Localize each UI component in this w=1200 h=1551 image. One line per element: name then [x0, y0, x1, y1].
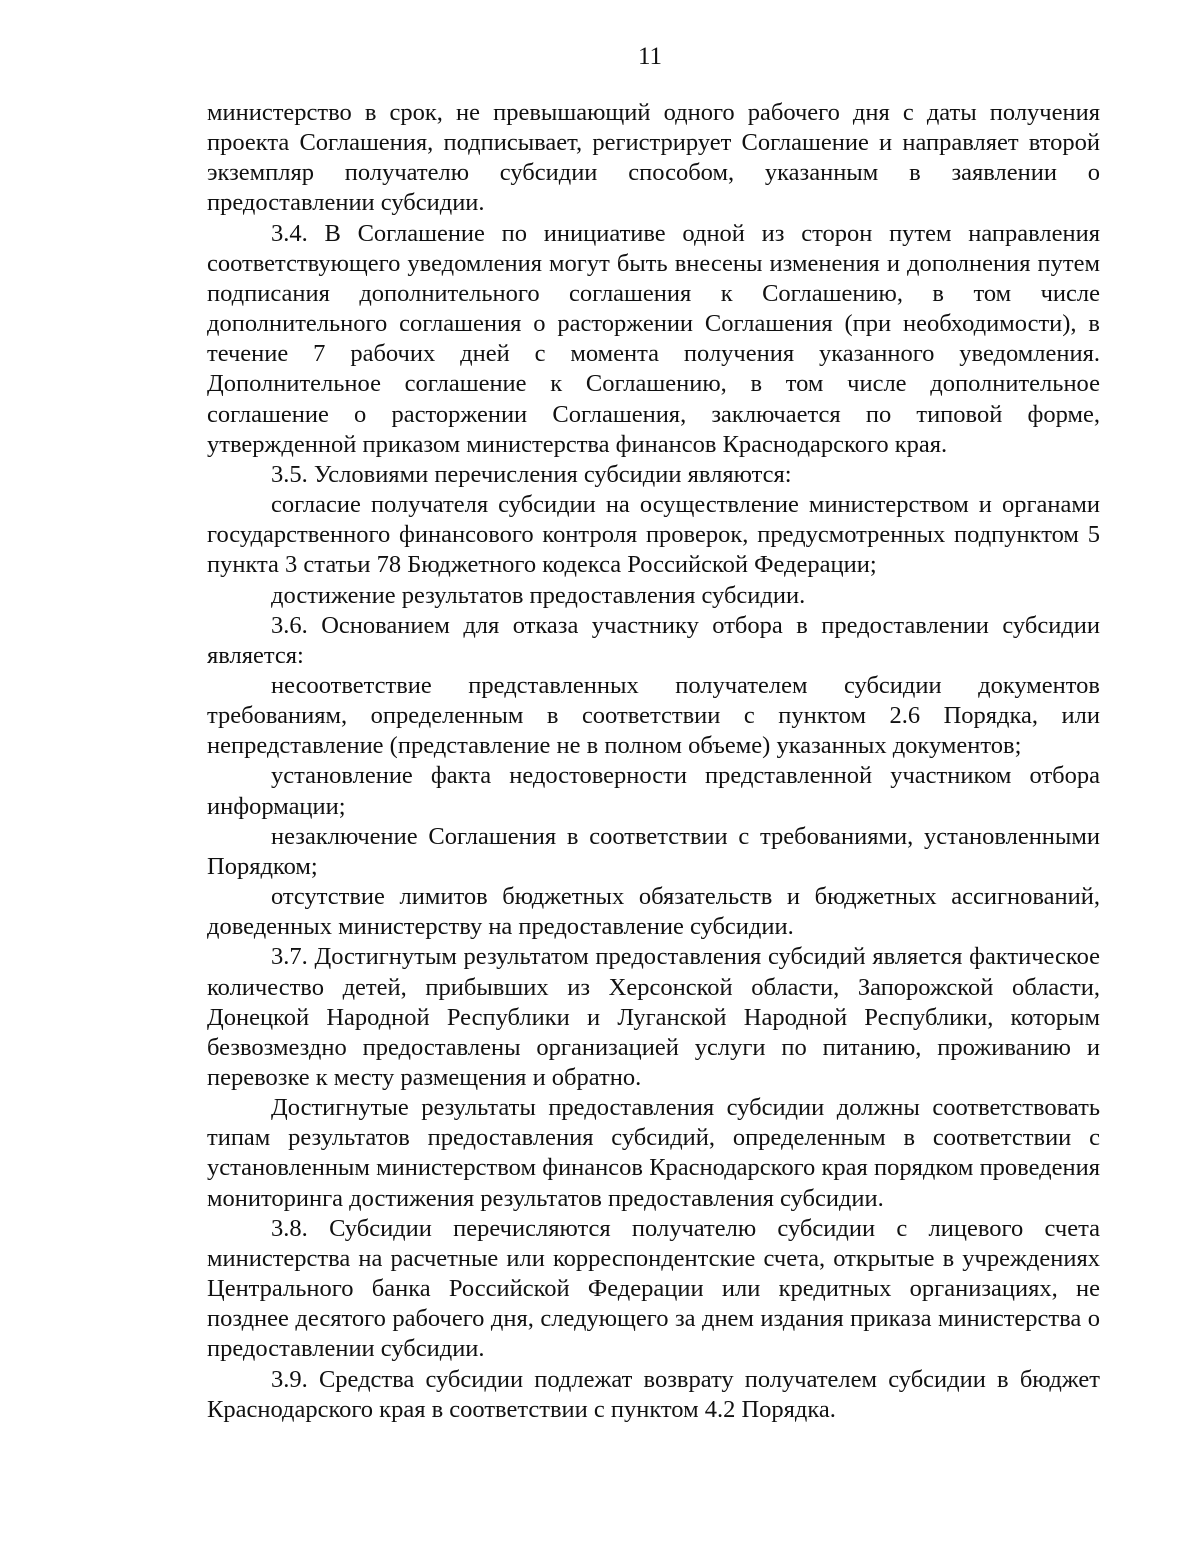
paragraph-3-5-condition-consent: согласие получателя субсидии на осуществление министерством и органами государственного финансового контроля проверок, предусмотренных подпунктом 5 пункта 3 статьи 78 Бюджетного кодекса Российской Федерации; — [207, 491, 1100, 579]
paragraph-3-5-condition-results: достижение результатов предоставления субсидии. — [271, 581, 806, 609]
document-body — [207, 98, 1100, 1425]
paragraph-continuation: министерство в срок, не превышающий одного рабочего дня с даты получения проекта Соглашения, подписывает, регистрирует Соглашение и направляет второй экземпляр получателю субсидии способом, указанным в заявлении о предоставлении субсидии. — [207, 99, 1100, 217]
paragraph-3-7-results: Достигнутые результаты предоставления субсидии должны соответствовать типам результатов предоставления субсидий, определенным в соответствии с установленным министерством финансов Краснодарского края порядком проведения мониторинга достижения результатов предоставления субсидии. — [207, 1094, 1100, 1212]
paragraph-3-9: 3.9. Средства субсидии подлежат возврату получателем субсидии в бюджет Краснодарского края в соответствии с пунктом 4.2 Порядка. — [207, 1365, 1100, 1423]
page-number: 11 — [637, 43, 663, 70]
paragraph-3-6-reason-unreliable: установление факта недостоверности представленной участником отбора информации; — [207, 762, 1100, 820]
paragraph-3-8: 3.8. Субсидии перечисляются получателю субсидии с лицевого счета министерства на расчетные или корреспондентские счета, открытые в учреждениях Центрального банка Российской Федерации или кредитных организациях, не позднее десятого рабочего дня, следующего за днем издания приказа министерства о предоставлении субсидии. — [207, 1214, 1100, 1363]
paragraph-3-6: 3.6. Основанием для отказа участнику отбора в предоставлении субсидии является: — [207, 611, 1100, 669]
paragraph-3-6-reason-documents: несоответствие представленных получателем субсидии документов требованиям, определенным в соответствии с пунктом 2.6 Порядка, или непредставление (представление не в полном объеме) указанных документов; — [207, 671, 1100, 760]
paragraph-3-4: 3.4. В Соглашение по инициативе одной из сторон путем направления соответствующего уведомления могут быть внесены изменения и дополнения путем подписания дополнительного соглашения к Соглашению, в том числе дополнительного соглашения о расторжении Соглашения (при необходимости), в течение 7 рабочих дней с момента получения указанного уведомления. Дополнительное соглашение к Соглашению, в том числе дополнительное соглашение о расторжении Соглашения, заключается по типовой форме, утвержденной приказом министерства финансов Краснодарского края. — [207, 219, 1100, 458]
paragraph-3-6-reason-no-limits: отсутствие лимитов бюджетных обязательств и бюджетных ассигнований, доведенных министерству на предоставление субсидии. — [207, 883, 1100, 941]
paragraph-3-5: 3.5. Условиями перечисления субсидии являются: — [271, 460, 792, 488]
paragraph-3-6-reason-no-agreement: незаключение Соглашения в соответствии с требованиями, установленными Порядком; — [207, 822, 1100, 880]
paragraph-3-7: 3.7. Достигнутым результатом предоставления субсидий является фактическое количество детей, прибывших из Херсонской области, Запорожской области, Донецкой Народной Республики и Луганской Народной Республики, которым безвозмездно предоставлены организацией услуги по питанию, проживанию и перевозке к месту размещения и обратно. — [207, 943, 1100, 1091]
